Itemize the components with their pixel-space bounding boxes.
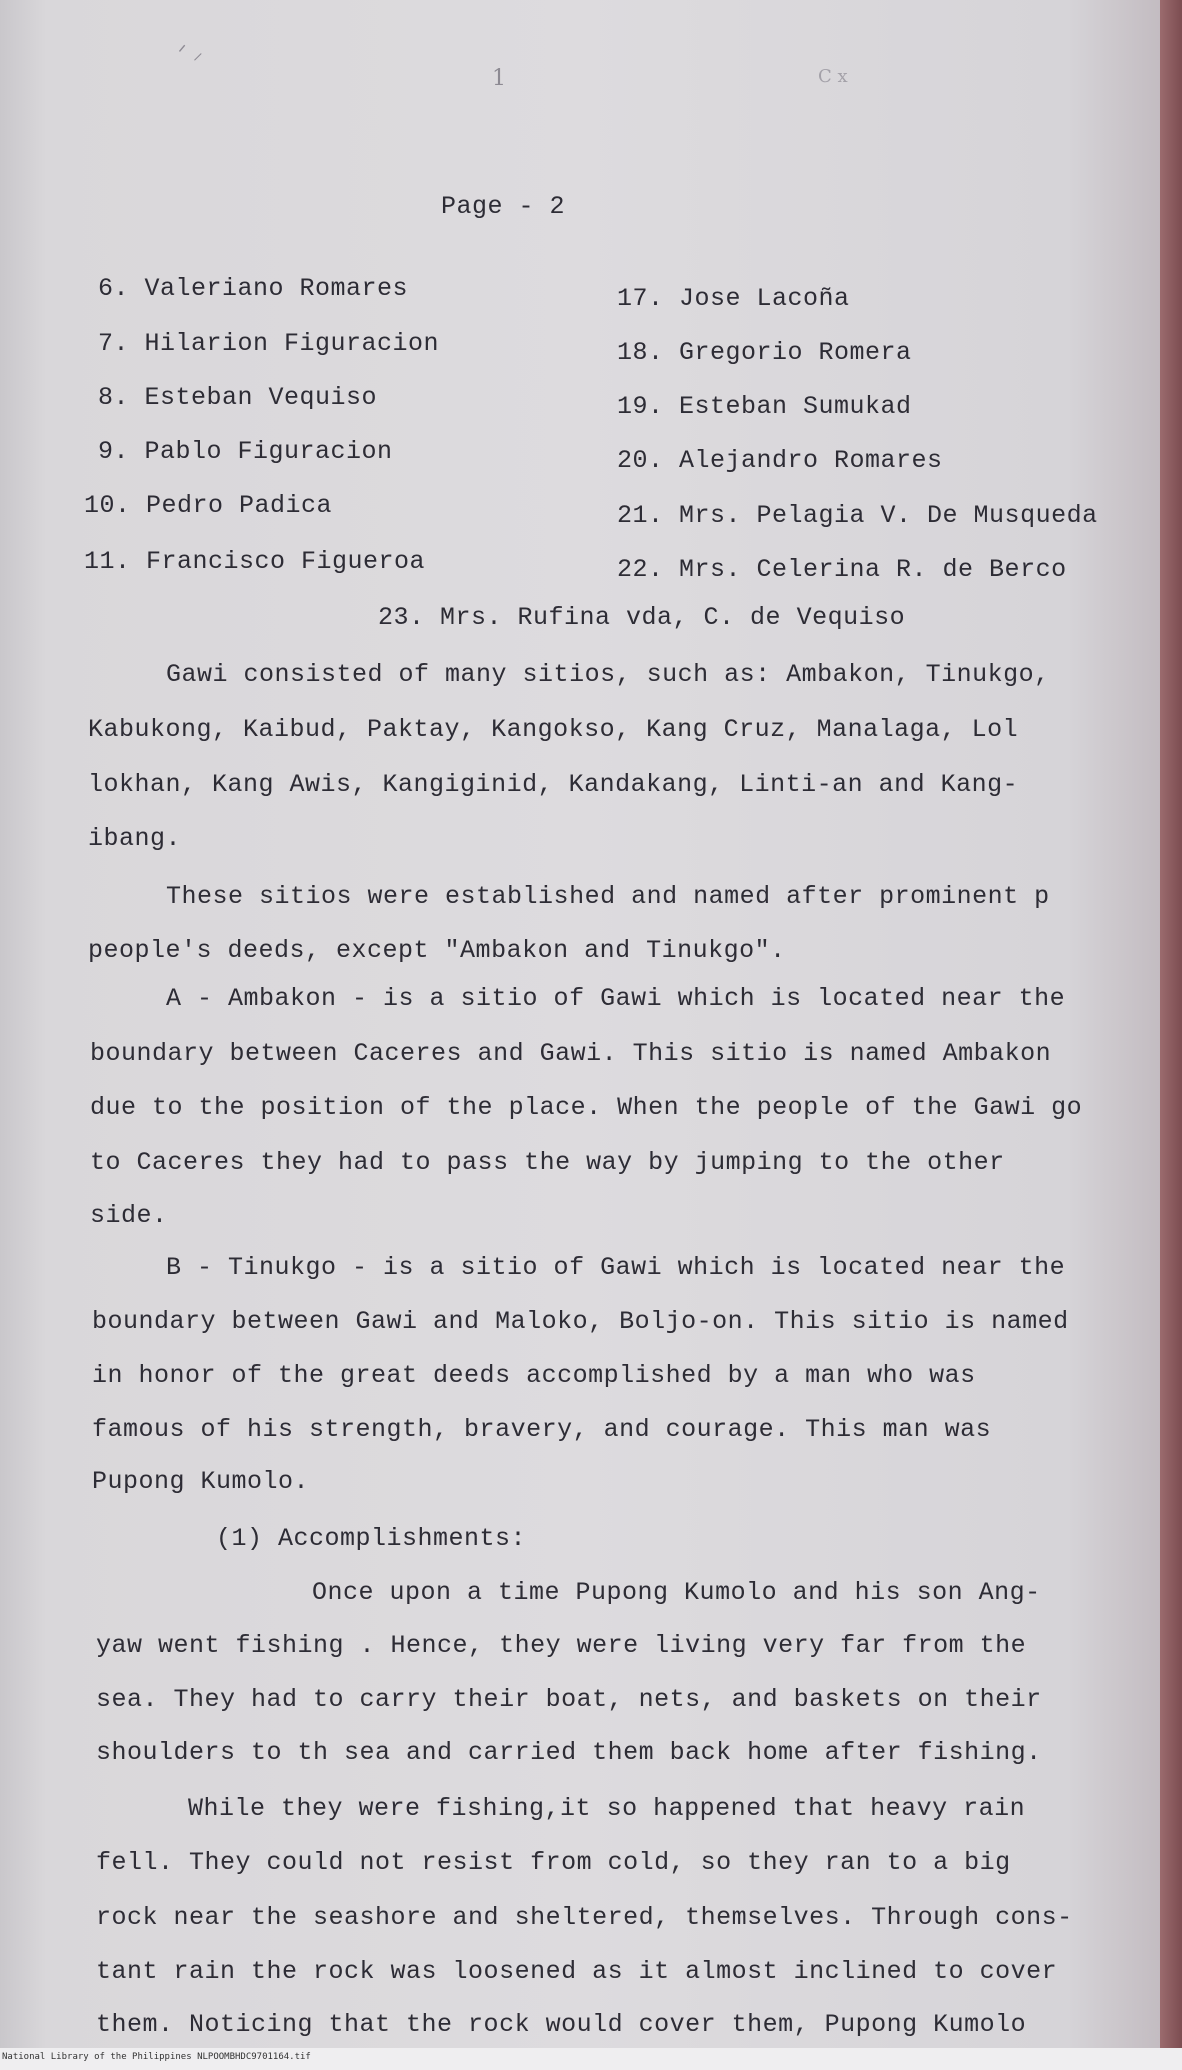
- body-line: lokhan, Kang Awis, Kangiginid, Kandakang, Linti-an and Kang-: [88, 770, 1019, 799]
- body-line: sea. They had to carry their boat, nets, and baskets on their: [96, 1685, 1042, 1714]
- body-line: to Caceres they had to pass the way by jumping to the other: [90, 1148, 1005, 1177]
- scan-credit: National Library of the Philippines NLPOOMBHDC9701164.tif: [2, 2052, 311, 2062]
- name-left-6: 6. Valeriano Romares: [98, 274, 409, 303]
- body-line: them. Noticing that the rock would cover them, Pupong Kumolo: [96, 2010, 1027, 2039]
- binding-edge: [1160, 0, 1182, 2070]
- body-line: in honor of the great deeds accomplished by a man who was: [92, 1361, 976, 1390]
- body-line: people's deeds, except "Ambakon and Tinukgo".: [88, 936, 786, 965]
- body-line: A - Ambakon - is a sitio of Gawi which is located near the: [166, 984, 1066, 1013]
- stray-mark: 1: [492, 66, 506, 91]
- body-line: ibang.: [88, 824, 182, 853]
- body-line: Kabukong, Kaibud, Paktay, Kangokso, Kang Cruz, Manalaga, Lol: [88, 715, 1019, 744]
- name-right-20: 20. Alejandro Romares: [617, 446, 943, 475]
- name-left-7: 7. Hilarion Figuracion: [98, 329, 440, 358]
- body-line: due to the position of the place. When the people of the Gawi go: [90, 1093, 1083, 1122]
- body-line: shoulders to th sea and carried them back home after fishing.: [96, 1738, 1042, 1767]
- body-line: Once upon a time Pupong Kumolo and his son Ang-: [312, 1578, 1041, 1607]
- name-right-21: 21. Mrs. Pelagia V. De Musqueda: [617, 501, 1098, 530]
- name-right-19: 19. Esteban Sumukad: [617, 392, 912, 421]
- body-line: boundary between Caceres and Gawi. This sitio is named Ambakon: [90, 1039, 1052, 1068]
- body-line: These sitios were established and named after prominent p: [166, 882, 1050, 911]
- name-right-17: 17. Jose Lacoña: [617, 284, 850, 313]
- body-line: rock near the seashore and sheltered, themselves. Through cons-: [96, 1903, 1073, 1932]
- name-center-23: 23. Mrs. Rufina vda, C. de Vequiso: [378, 603, 906, 632]
- body-line: yaw went fishing . Hence, they were living very far from the: [96, 1631, 1027, 1660]
- name-left-8: 8. Esteban Vequiso: [98, 383, 378, 412]
- body-line: Pupong Kumolo.: [92, 1467, 310, 1496]
- section-heading: (1) Accomplishments:: [216, 1524, 527, 1553]
- name-left-10: 10. Pedro Padica: [84, 491, 333, 520]
- body-line: B - Tinukgo - is a sitio of Gawi which is located near the: [166, 1253, 1066, 1282]
- name-right-22: 22. Mrs. Celerina R. de Berco: [617, 555, 1067, 584]
- body-line: famous of his strength, bravery, and courage. This man was: [92, 1415, 992, 1444]
- page-number: Page - 2: [441, 192, 566, 221]
- body-line: While they were fishing,it so happened that heavy rain: [188, 1794, 1026, 1823]
- name-left-9: 9. Pablo Figuracion: [98, 437, 393, 466]
- stray-mark-left: ᐟ ⸝: [178, 40, 203, 64]
- body-line: fell. They could not resist from cold, so they ran to a big: [96, 1848, 1011, 1877]
- body-line: tant rain the rock was loosened as it almost inclined to cover: [96, 1957, 1058, 1986]
- body-line: boundary between Gawi and Maloko, Boljo-on. This sitio is named: [92, 1307, 1069, 1336]
- body-line: side.: [90, 1201, 168, 1230]
- name-right-18: 18. Gregorio Romera: [617, 338, 912, 367]
- body-line: Gawi consisted of many sitios, such as: Ambakon, Tinukgo,: [166, 660, 1050, 689]
- corner-note: C x: [818, 66, 848, 87]
- name-left-11: 11. Francisco Figueroa: [84, 547, 426, 576]
